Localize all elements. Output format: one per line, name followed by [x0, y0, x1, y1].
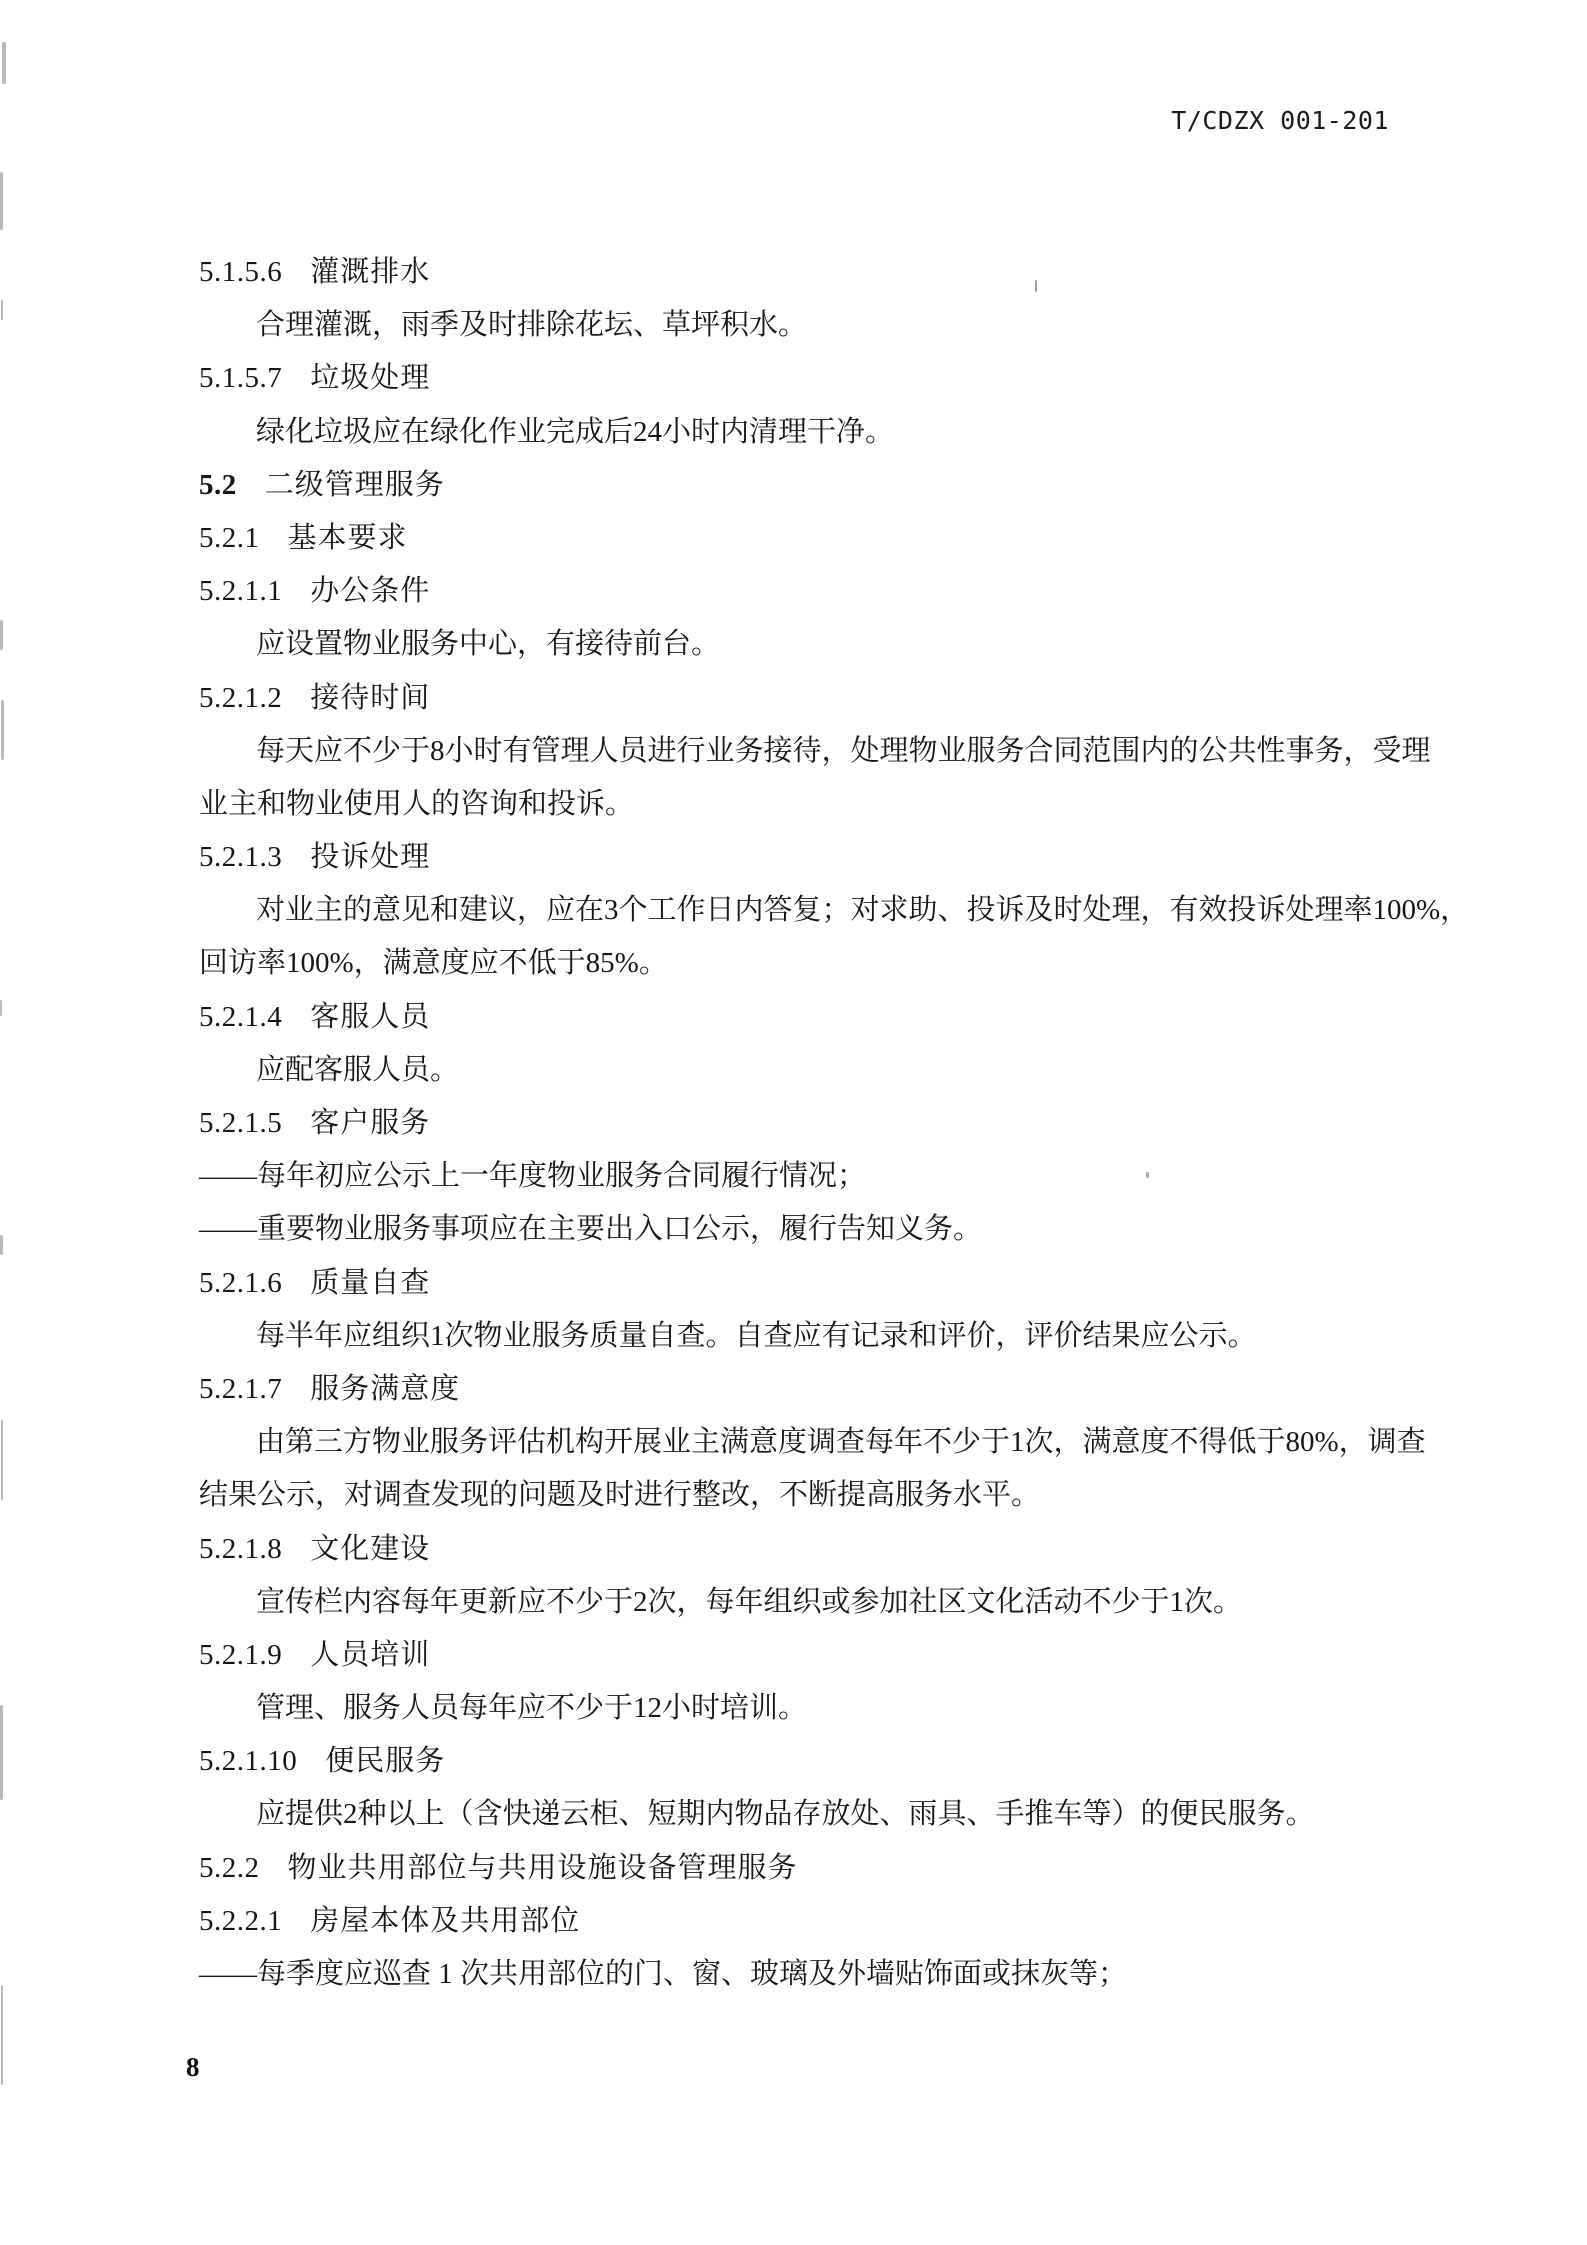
scan-artifact	[0, 620, 3, 650]
clause-heading	[199, 1735, 1459, 1788]
scan-artifact	[0, 172, 3, 230]
clause-heading	[199, 1257, 1459, 1310]
clause-title: 房屋本体及共用部位	[310, 1904, 581, 1937]
clause-number: 5.2.2.1	[199, 1904, 283, 1937]
paragraph-line: 回访率100%，满意度应不低于85%。	[199, 947, 668, 980]
paragraph-line: 业主和物业使用人的咨询和投诉。	[199, 787, 635, 820]
clause-title: 垃圾处理	[310, 362, 431, 395]
clause-heading	[199, 1097, 1459, 1150]
clause-number: 5.1.5.6	[199, 256, 283, 288]
dash-item-line: ——重要物业服务事项应在主要出入口公示，履行告知义务。	[199, 1213, 983, 1246]
paragraph-line: 应设置物业服务中心，有接待前台。	[256, 628, 721, 661]
scan-artifact	[1, 1985, 3, 2085]
paragraph-line: 管理、服务人员每年应不少于12小时培训。	[256, 1692, 808, 1725]
clause-number: 5.2.1.10	[199, 1745, 298, 1778]
clause-number: 5.2.1.4	[199, 1000, 283, 1033]
paragraph-line: 每半年应组织1次物业服务质量自查。自查应有记录和评价，评价结果应公示。	[256, 1319, 1257, 1352]
document-body	[199, 246, 1470, 2001]
paragraph-line: 绿化垃圾应在绿化作业完成后24小时内清理干净。	[256, 415, 895, 448]
scan-artifact	[1, 700, 4, 760]
dash-item-line: ——每季度应巡查 1 次共用部位的门、窗、玻璃及外墙贴饰面或抹灰等；	[199, 1958, 1128, 1990]
clause-number: 5.2.1	[199, 521, 260, 554]
paragraph-line: 宣传栏内容每年更新应不少于2次，每年组织或参加社区文化活动不少于1次。	[256, 1585, 1243, 1618]
paragraph-line: 合理灌溉，雨季及时排除花坛、草坪积水。	[256, 309, 808, 342]
clause-number: 5.2.1.3	[199, 841, 283, 874]
clause-heading	[199, 352, 1459, 405]
clause-heading	[199, 1895, 1459, 1948]
clause-heading	[199, 831, 1459, 884]
clause-title: 客户服务	[310, 1107, 431, 1139]
clause-title: 客服人员	[310, 1000, 431, 1033]
clause-title: 办公条件	[310, 575, 431, 608]
clause-title: 文化建设	[310, 1532, 431, 1565]
clause-title: 灌溉排水	[310, 256, 431, 288]
clause-title: 服务满意度	[310, 1372, 461, 1405]
clause-title: 二级管理服务	[264, 468, 445, 501]
scan-artifact	[0, 1000, 2, 1016]
paragraph-line: 由第三方物业服务评估机构开展业主满意度调查每年不少于1次，满意度不得低于80%，调查	[256, 1426, 1426, 1459]
clause-number: 5.2.2	[199, 1851, 260, 1884]
clause-number: 5.1.5.7	[199, 362, 283, 395]
clause-number: 5.2	[199, 468, 237, 501]
scan-artifact	[0, 1705, 3, 1800]
clause-heading	[199, 1842, 1459, 1895]
clause-heading	[199, 1363, 1459, 1416]
clause-heading	[199, 672, 1459, 725]
clause-title: 物业共用部位与共用设施设备管理服务	[287, 1851, 798, 1884]
clause-number: 5.2.1.8	[199, 1532, 283, 1565]
dash-item-line: ——每年初应公示上一年度物业服务合同履行情况；	[199, 1160, 867, 1193]
clause-number: 5.2.1.1	[199, 575, 283, 608]
clause-heading	[199, 459, 1459, 512]
clause-heading	[199, 246, 1459, 299]
clause-heading	[199, 991, 1459, 1044]
clause-title: 质量自查	[310, 1266, 431, 1299]
clause-title: 基本要求	[287, 521, 408, 554]
scan-artifact	[1, 300, 3, 320]
clause-title: 投诉处理	[310, 841, 431, 874]
clause-heading	[199, 565, 1459, 618]
clause-heading	[199, 512, 1459, 565]
clause-number: 5.2.1.6	[199, 1266, 283, 1299]
paragraph-line: 应配客服人员。	[256, 1053, 460, 1086]
clause-number: 5.2.1.5	[199, 1107, 283, 1139]
standard-code: T/CDZX 001-201	[1171, 106, 1389, 135]
clause-title: 便民服务	[325, 1745, 446, 1778]
paragraph-line: 对业主的意见和建议，应在3个工作日内答复；对求助、投诉及时处理，有效投诉处理率100%，	[256, 894, 1470, 927]
clause-number: 5.2.1.2	[199, 681, 283, 714]
page-number: 8	[186, 2052, 200, 2082]
paragraph-line: 结果公示，对调查发现的问题及时进行整改，不断提高服务水平。	[199, 1479, 1041, 1512]
paragraph-line: 应提供2种以上（含快递云柜、短期内物品存放处、雨具、手推车等）的便民服务。	[256, 1798, 1315, 1831]
scan-artifact	[1, 1420, 3, 1500]
clause-number: 5.2.1.9	[199, 1638, 283, 1671]
scan-artifact	[2, 42, 6, 84]
paragraph-line: 每天应不少于8小时有管理人员进行业务接待，处理物业服务合同范围内的公共性事务，受理	[256, 734, 1431, 767]
clause-heading	[199, 1629, 1459, 1682]
scan-artifact	[1035, 280, 1037, 292]
clause-title: 接待时间	[310, 681, 431, 714]
clause-heading	[199, 1523, 1459, 1576]
scan-artifact	[0, 1235, 3, 1255]
clause-number: 5.2.1.7	[199, 1372, 283, 1405]
clause-title: 人员培训	[310, 1638, 431, 1671]
scan-artifact	[1146, 1172, 1149, 1178]
